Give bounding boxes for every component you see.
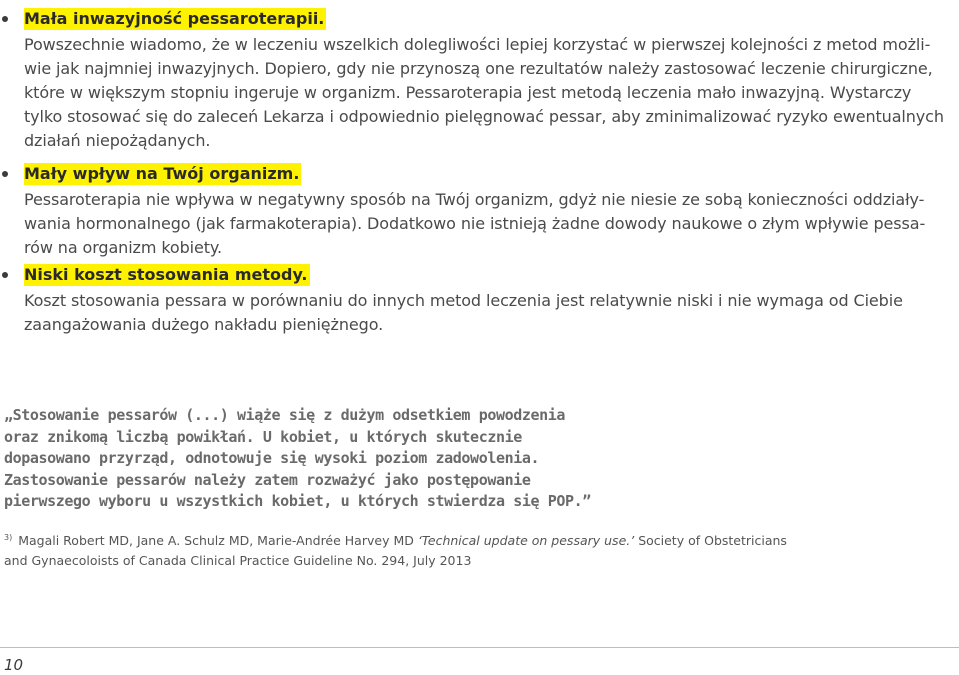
pull-quote [4, 405, 604, 513]
quote-line: „Stosowanie pessarów (...) wiąże się z dużym odsetkiem powodzenia [4, 406, 565, 424]
footnote-title: ‘Technical update on pessary use.’ [417, 533, 635, 548]
body-line: tylko stosować się do zaleceń Lekarza i odpowiednio pielęgnować pessar, aby zminimalizować ryzyko ewentualnych [24, 107, 944, 126]
body-line: które w większym stopniu ingeruje w organizm. Pessaroterapia jest metodą leczenia mało inwazyjną. Wystarczy [24, 83, 912, 102]
body-line: Koszt stosowania pessara w porównaniu do innych metod leczenia jest relatywnie niski i nie wymaga od Ciebie [24, 291, 903, 310]
section-body [0, 33, 959, 153]
bullet-heading [0, 8, 959, 33]
section-minimal-invasiveness [0, 8, 959, 153]
footnote-line [4, 528, 904, 551]
footer-divider [0, 647, 959, 648]
quote-line: oraz znikomą liczbą powikłań. U kobiet, u których skutecznie [4, 427, 522, 446]
body-line: Pessaroterapia nie wpływa w negatywny sposób na Twój organizm, gdyż nie niesie ze sobą konieczności oddziały- [24, 190, 925, 209]
quote-line: Zastosowanie pessarów należy zatem rozważyć jako postępowanie [4, 470, 531, 489]
bullet-icon [2, 171, 8, 177]
body-line: wie jak najmniej inwazyjnych. Dopiero, gdy nie przynoszą one rezultatów należy zastosować leczenie chirurgiczne, [24, 59, 933, 78]
quote-line: pierwszego wyboru u wszystkich kobiet, u których stwierdza się POP.” [4, 492, 591, 510]
page-number: 10 [4, 656, 24, 674]
footnote-source: Society of Obstetricians [634, 533, 787, 548]
footnote-marker: 3) [4, 533, 13, 542]
bullet-icon [2, 16, 8, 22]
section-heading: Niski koszt stosowania metody. [24, 265, 308, 284]
section-small-impact [0, 163, 959, 260]
bullet-heading [0, 163, 959, 188]
body-line: wania hormonalnego (jak farmakoterapia). Dodatkowo nie istnieją żadne dowody naukowe o złym wpływie pessa- [24, 214, 926, 233]
body-line: Powszechnie wiadomo, że w leczeniu wszelkich dolegliwości lepiej korzystać w pierwszej kolejności z metod możli- [24, 35, 931, 54]
section-body [0, 188, 959, 260]
bullet-heading [0, 264, 959, 289]
section-low-cost [0, 264, 959, 337]
footnote-line: and Gynaecoloists of Canada Clinical Practice Guideline No. 294, July 2013 [4, 553, 472, 568]
footnote-authors: Magali Robert MD, Jane A. Schulz MD, Marie-Andrée Harvey MD [18, 533, 418, 548]
bullet-icon [2, 272, 8, 278]
quote-line: dopasowano przyrząd, odnotowuje się wysoki poziom zadowolenia. [4, 449, 540, 467]
body-line: rów na organizm kobiety. [24, 238, 222, 257]
body-line: działań niepożądanych. [24, 131, 211, 150]
footnote [4, 528, 904, 571]
body-line: zaangażowania dużego nakładu pieniężnego. [24, 315, 384, 334]
section-heading: Mały wpływ na Twój organizm. [24, 164, 300, 183]
section-heading: Mała inwazyjność pessaroterapii. [24, 9, 325, 28]
section-body [0, 289, 959, 337]
